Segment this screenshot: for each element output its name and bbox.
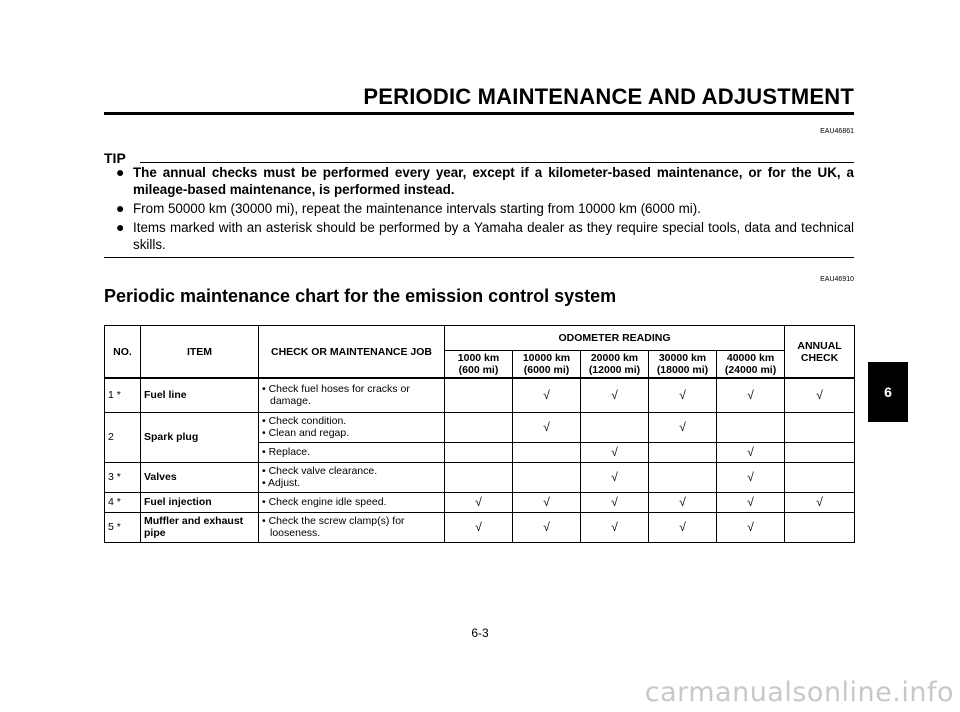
chapter-tab: 6	[868, 362, 908, 422]
table-row	[105, 512, 855, 542]
check-cell	[785, 412, 855, 442]
row-item: Fuel line	[141, 378, 259, 412]
reference-code: EAU46861	[820, 128, 854, 135]
row-number: 3 *	[105, 462, 141, 492]
row-number: 2	[105, 412, 141, 462]
check-cell: √	[445, 512, 513, 542]
tip-item	[116, 219, 854, 253]
check-cell: √	[513, 412, 581, 442]
tip-item-text: Items marked with an asterisk should be performed by a Yamaha dealer as they require special tools, data and technical skills.	[133, 220, 854, 252]
tip-list	[116, 164, 854, 255]
check-cell: √	[785, 378, 855, 412]
row-item: Fuel injection	[141, 492, 259, 512]
check-cell	[785, 512, 855, 542]
check-cell: √	[581, 512, 649, 542]
table-row	[105, 412, 855, 442]
header-item: ITEM	[141, 326, 259, 379]
tip-item	[116, 200, 854, 217]
check-cell	[785, 442, 855, 462]
table-row	[105, 462, 855, 492]
reference-code: EAU46910	[820, 276, 854, 283]
check-cell	[649, 442, 717, 462]
page-title: PERIODIC MAINTENANCE AND ADJUSTMENT	[363, 84, 854, 109]
section-heading: Periodic maintenance chart for the emission control system	[104, 286, 617, 306]
header-interval: 20000 km (12000 mi)	[581, 351, 649, 379]
check-cell: √	[649, 378, 717, 412]
header-interval: 40000 km (24000 mi)	[717, 351, 785, 379]
check-cell	[513, 462, 581, 492]
bullet-icon: ●	[116, 200, 125, 216]
page-number: 6-3	[471, 626, 489, 640]
row-item: Spark plug	[141, 412, 259, 462]
check-cell: √	[717, 492, 785, 512]
check-cell	[581, 412, 649, 442]
table-row	[105, 492, 855, 512]
check-cell	[445, 412, 513, 442]
header-interval: 30000 km (18000 mi)	[649, 351, 717, 379]
check-cell	[445, 462, 513, 492]
check-cell: √	[581, 492, 649, 512]
tip-item-text: The annual checks must be performed every year, except if a kilometer-based maintenance, or for the UK, a mileage-based maintenance, is performed instead.	[133, 165, 854, 197]
header-annual-check: ANNUAL CHECK	[785, 326, 855, 379]
row-number: 1 *	[105, 378, 141, 412]
check-cell: √	[717, 462, 785, 492]
tip-top-rule	[140, 162, 854, 163]
header-interval: 1000 km (600 mi)	[445, 351, 513, 379]
watermark: carmanualsonline.info	[644, 677, 954, 708]
check-cell: √	[717, 378, 785, 412]
check-cell	[445, 442, 513, 462]
check-cell: √	[513, 492, 581, 512]
table-row	[105, 378, 855, 412]
check-cell: √	[717, 442, 785, 462]
check-cell: √	[445, 492, 513, 512]
check-cell: √	[649, 412, 717, 442]
header-interval: 10000 km (6000 mi)	[513, 351, 581, 379]
row-item: Valves	[141, 462, 259, 492]
tip-item	[116, 164, 854, 198]
bullet-icon: ●	[116, 219, 125, 235]
row-job: • Check engine idle speed.	[259, 492, 445, 512]
row-number: 5 *	[105, 512, 141, 542]
row-number: 4 *	[105, 492, 141, 512]
check-cell	[717, 412, 785, 442]
check-cell: √	[649, 512, 717, 542]
check-cell: √	[649, 492, 717, 512]
bullet-icon: ●	[116, 164, 125, 180]
header-no: NO.	[105, 326, 141, 379]
check-cell: √	[581, 442, 649, 462]
tip-label: TIP	[104, 150, 126, 166]
check-cell: √	[581, 378, 649, 412]
check-cell: √	[581, 462, 649, 492]
header-job: CHECK OR MAINTENANCE JOB	[259, 326, 445, 379]
check-cell: √	[717, 512, 785, 542]
row-item: Muffler and exhaust pipe	[141, 512, 259, 542]
check-cell: √	[785, 492, 855, 512]
check-cell	[445, 378, 513, 412]
tip-item-text: From 50000 km (30000 mi), repeat the maintenance intervals starting from 10000 km (6000 mi).	[133, 201, 701, 216]
check-cell	[649, 462, 717, 492]
check-cell: √	[513, 378, 581, 412]
row-job: • Check the screw clamp(s) for looseness.	[259, 512, 445, 542]
title-rule	[104, 112, 854, 115]
header-odometer: ODOMETER READING	[445, 326, 785, 351]
row-job: • Replace.	[259, 442, 445, 462]
tip-bottom-rule	[104, 257, 854, 258]
maintenance-chart	[104, 325, 855, 543]
check-cell: √	[513, 512, 581, 542]
check-cell	[785, 462, 855, 492]
row-job: • Check fuel hoses for cracks or damage.	[259, 378, 445, 412]
check-cell	[513, 442, 581, 462]
row-job: • Check condition. • Clean and regap.	[259, 412, 445, 442]
row-job: • Check valve clearance. • Adjust.	[259, 462, 445, 492]
